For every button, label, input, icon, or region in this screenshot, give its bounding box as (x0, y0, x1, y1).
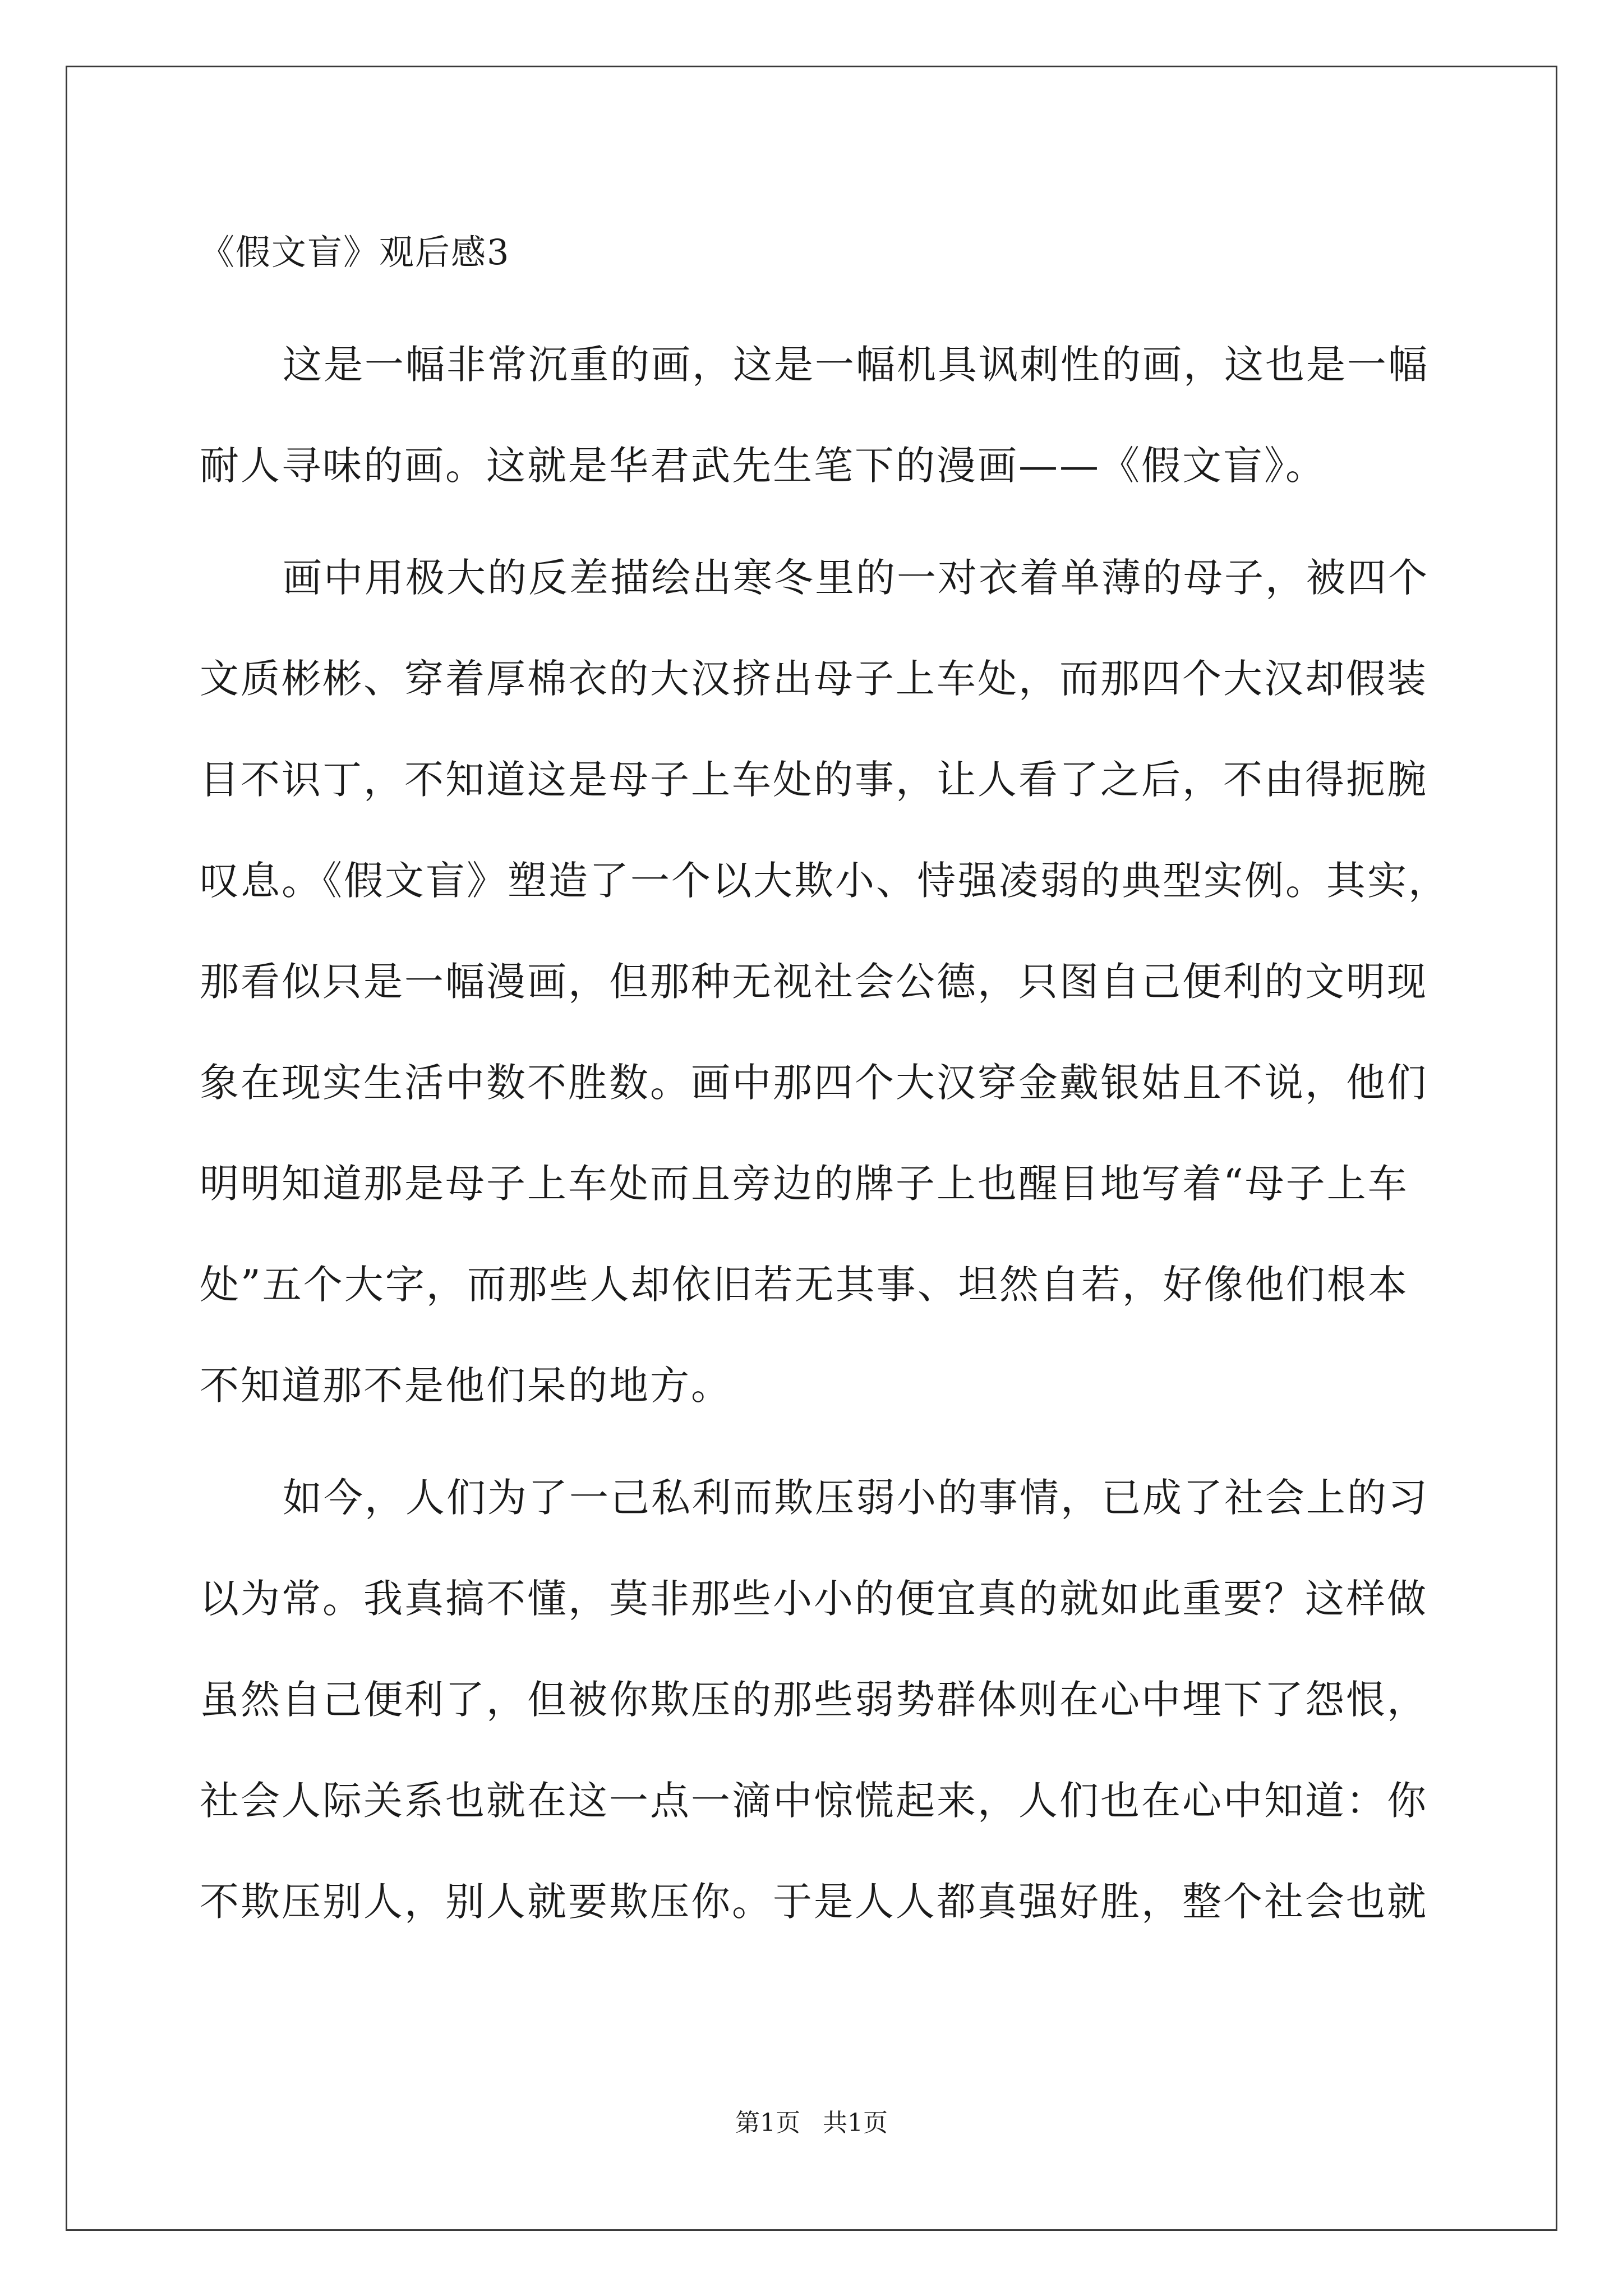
body-text-line: 那看似只是一幅漫画，但那种无视社会公德，只图自己便利的文明现 (200, 959, 1428, 1005)
body-text-line: 明明知道那是母子上车处而且旁边的牌子上也醒目地写着“母子上车 (200, 1161, 1409, 1207)
body-text-line: 这是一幅非常沉重的画，这是一幅机具讽刺性的画，这也是一幅 (283, 342, 1429, 388)
body-text-line: 以为常。我真搞不懂，莫非那些小小的便宜真的就如此重要？这样做 (200, 1576, 1428, 1622)
document-body (200, 314, 1449, 1952)
body-text-line: 文质彬彬、穿着厚棉衣的大汉挤出母子上车处，而那四个大汉却假装 (200, 656, 1428, 702)
body-text-line: 不欺压别人，别人就要欺压你。于是人人都真强好胜，整个社会也就 (200, 1879, 1428, 1925)
body-text-line: 处”五个大字，而那些人却依旧若无其事、坦然自若，好像他们根本 (200, 1262, 1409, 1308)
body-text-line: 目不识丁，不知道这是母子上车处的事，让人看了之后，不由得扼腕 (200, 757, 1428, 803)
page-number-current: 第1页 (735, 2109, 800, 2137)
body-text-line: 耐人寻味的画。这就是华君武先生笔下的漫画——《假文盲》。 (200, 443, 1326, 489)
body-text-line: 画中用极大的反差描绘出寒冬里的一对衣着单薄的母子，被四个 (283, 555, 1429, 601)
body-text-line: 如今，人们为了一己私利而欺压弱小的事情，已成了社会上的习 (283, 1475, 1429, 1521)
body-text-line: 象在现实生活中数不胜数。画中那四个大汉穿金戴银姑且不说，他们 (200, 1060, 1428, 1106)
body-text-line: 虽然自己便利了，但被你欺压的那些弱势群体则在心中埋下了怨恨， (200, 1677, 1428, 1723)
document-title: 《假文盲》观后感3 (200, 232, 510, 273)
body-text-line: 社会人际关系也就在这一点一滴中惊慌起来，人们也在心中知道：你 (200, 1778, 1428, 1824)
page-number-total: 共1页 (823, 2109, 888, 2137)
body-text-line: 不知道那不是他们呆的地方。 (200, 1363, 732, 1409)
page-footer (0, 2106, 1623, 2140)
body-text-line: 叹息。《假文盲》塑造了一个以大欺小、恃强凌弱的典型实例。其实， (200, 858, 1449, 904)
